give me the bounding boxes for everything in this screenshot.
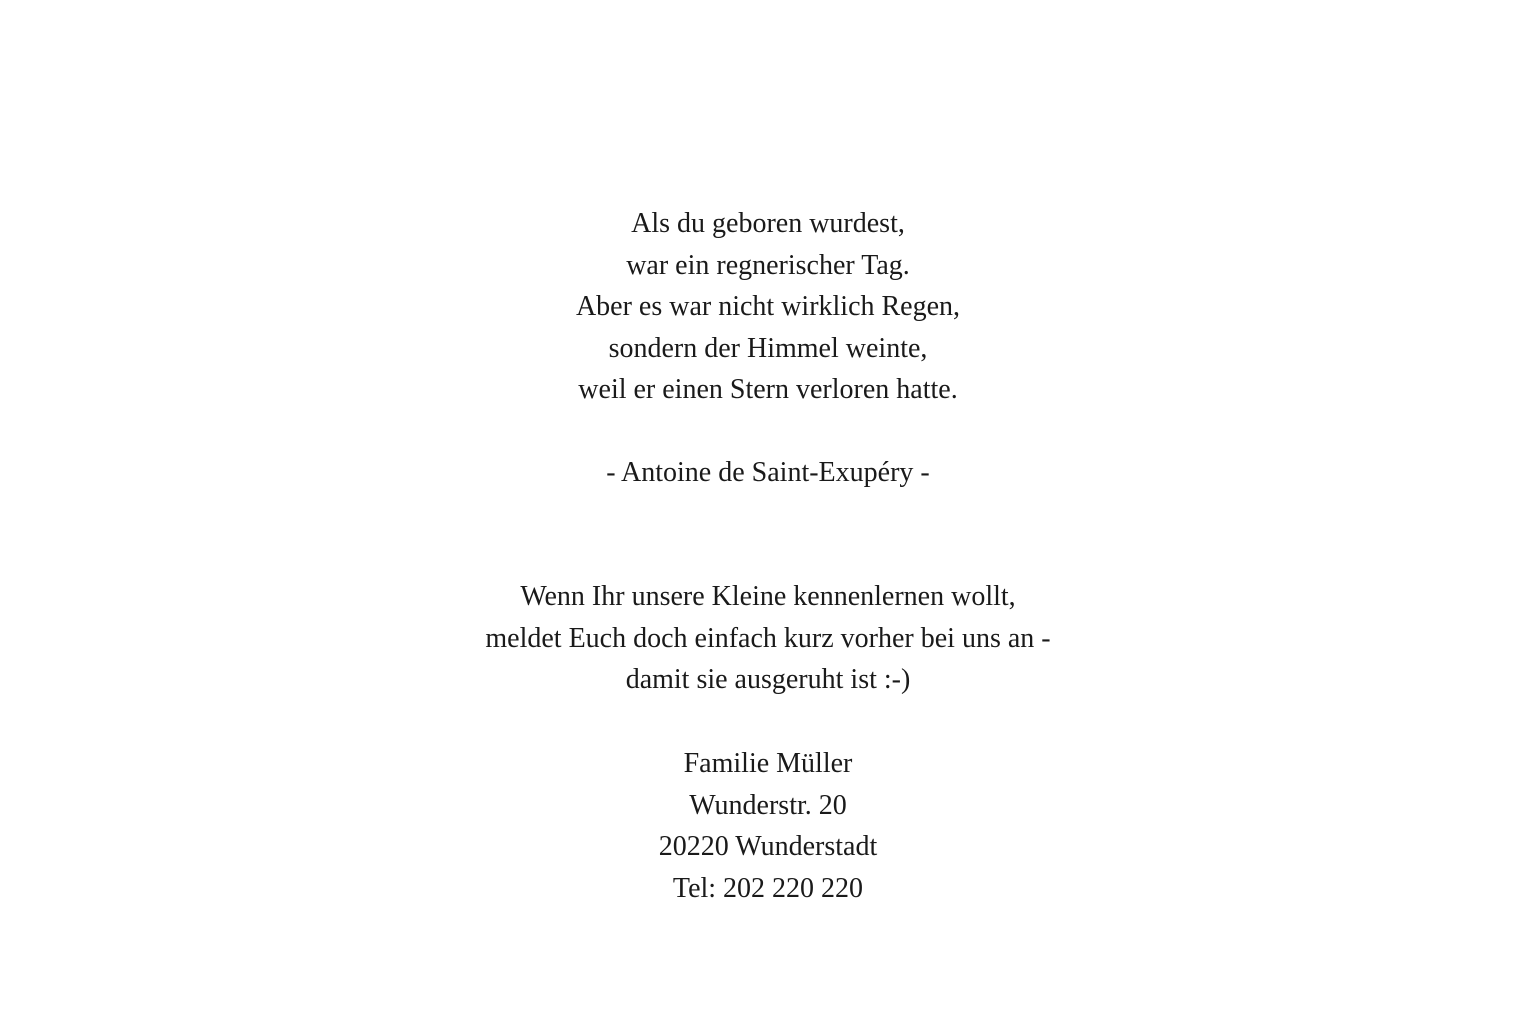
invitation-line: meldet Euch doch einfach kurz vorher bei uns an - <box>485 622 1051 654</box>
poem-line: weil er einen Stern verloren hatte. <box>578 374 958 405</box>
invitation-block <box>0 576 1536 701</box>
address-city: 20220 Wunderstadt <box>658 831 878 862</box>
poem-author <box>0 452 1536 494</box>
address-phone: Tel: 202 220 220 <box>672 872 864 904</box>
invitation-line: Wenn Ihr unsere Kleine kennenlernen wollt, <box>520 581 1016 612</box>
address-name: Familie Müller <box>683 748 853 779</box>
poem-line: war ein regnerischer Tag. <box>626 249 910 281</box>
author-line: - Antoine de Saint-Exupéry - <box>606 457 930 488</box>
poem-line: Als du geboren wurdest, <box>631 208 905 239</box>
poem-block <box>0 203 1536 411</box>
address-street: Wunderstr. 20 <box>689 789 847 821</box>
poem-line: Aber es war nicht wirklich Regen, <box>575 291 961 322</box>
address-block <box>0 743 1536 909</box>
poem-line: sondern der Himmel weinte, <box>608 332 928 364</box>
invitation-line: damit sie ausgeruht ist :-) <box>625 664 911 695</box>
